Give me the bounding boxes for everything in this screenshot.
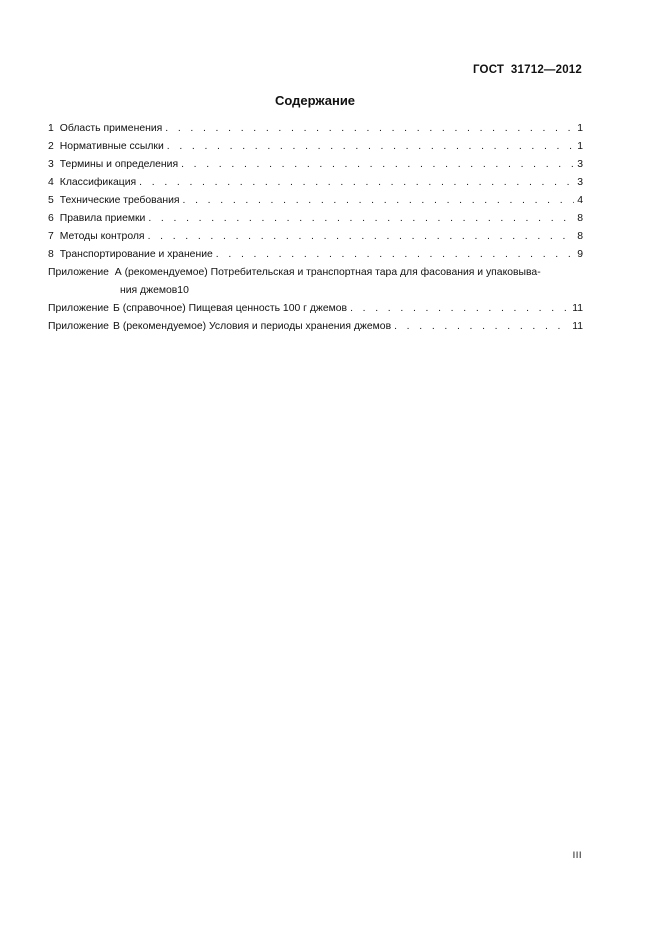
- annex-letter: В: [112, 321, 120, 332]
- toc-entry-number: 7: [48, 231, 54, 242]
- toc-leader-dots: [165, 120, 574, 138]
- toc-entry-page: 11: [572, 303, 583, 314]
- toc-title: Содержание: [274, 93, 356, 108]
- toc-entry-page: 9: [577, 249, 583, 260]
- annex-prefix: Приложение: [48, 303, 109, 314]
- annex-continuation-line: [48, 282, 583, 300]
- toc-leader-dots: [394, 318, 569, 336]
- table-of-contents: [48, 120, 583, 336]
- toc-leader-dots: [216, 246, 574, 264]
- document-code: ГОСТ 31712—2012: [472, 64, 582, 76]
- toc-entry-label: Транспортирование и хранение: [59, 249, 213, 260]
- annex-prefix: Приложение: [48, 321, 109, 332]
- toc-annex-v[interactable]: [48, 318, 583, 336]
- annex-letter: А: [114, 267, 122, 278]
- toc-entry-1[interactable]: [48, 120, 583, 138]
- toc-entry-number: 4: [48, 177, 54, 188]
- toc-entry-page: 1: [577, 123, 583, 134]
- toc-leader-dots: [167, 138, 574, 156]
- toc-entry-number: 2: [48, 141, 54, 152]
- annex-letter: Б: [112, 303, 120, 314]
- toc-leader-dots: [139, 174, 574, 192]
- toc-entry-page: 3: [577, 159, 583, 170]
- toc-entry-label: Правила приемки: [59, 213, 146, 224]
- toc-leader-dots: [350, 300, 569, 318]
- annex-title-line1: (рекомендуемое) Потребительская и транспортная тара для фасования и упаковыва-: [124, 267, 541, 278]
- toc-entry-page: 1: [577, 141, 583, 152]
- toc-entry-4[interactable]: [48, 174, 583, 192]
- toc-entry-number: 1: [48, 123, 54, 134]
- toc-entry-5[interactable]: [48, 192, 583, 210]
- toc-entry-number: 8: [48, 249, 54, 260]
- toc-leader-dots: [148, 228, 575, 246]
- annex-title: (рекомендуемое) Условия и периоды хранения джемов: [122, 321, 392, 332]
- toc-leader-dots: [148, 210, 574, 228]
- page-number: III: [572, 850, 582, 861]
- toc-entry-page: 8: [577, 213, 583, 224]
- toc-entry-page: 11: [572, 321, 583, 332]
- toc-entry-label: Нормативные ссылки: [59, 141, 164, 152]
- toc-entry-8[interactable]: [48, 246, 583, 264]
- toc-entry-number: 6: [48, 213, 54, 224]
- toc-entry-page: 10: [177, 285, 189, 296]
- toc-annex-b[interactable]: [48, 300, 583, 318]
- annex-first-line: [48, 264, 583, 282]
- toc-entry-page: 8: [577, 231, 583, 242]
- toc-entry-2[interactable]: [48, 138, 583, 156]
- toc-entry-label: Область применения: [59, 123, 163, 134]
- toc-annex-a[interactable]: [48, 264, 583, 300]
- annex-title: (справочное) Пищевая ценность 100 г джемов: [122, 303, 348, 314]
- toc-entry-page: 3: [577, 177, 583, 188]
- toc-leader-dots: [181, 156, 574, 174]
- toc-entry-number: 5: [48, 195, 54, 206]
- toc-entry-7[interactable]: [48, 228, 583, 246]
- toc-entry-number: 3: [48, 159, 54, 170]
- toc-entry-3[interactable]: [48, 156, 583, 174]
- annex-title-line2: ния джемов: [120, 285, 178, 296]
- toc-leader-dots: [183, 192, 575, 210]
- annex-prefix: Приложение: [48, 267, 109, 278]
- toc-entry-page: 4: [577, 195, 583, 206]
- toc-entry-label: Методы контроля: [59, 231, 145, 242]
- toc-entry-label: Технические требования: [59, 195, 180, 206]
- toc-entry-6[interactable]: [48, 210, 583, 228]
- toc-entry-label: Термины и определения: [59, 159, 179, 170]
- toc-entry-label: Классификация: [59, 177, 137, 188]
